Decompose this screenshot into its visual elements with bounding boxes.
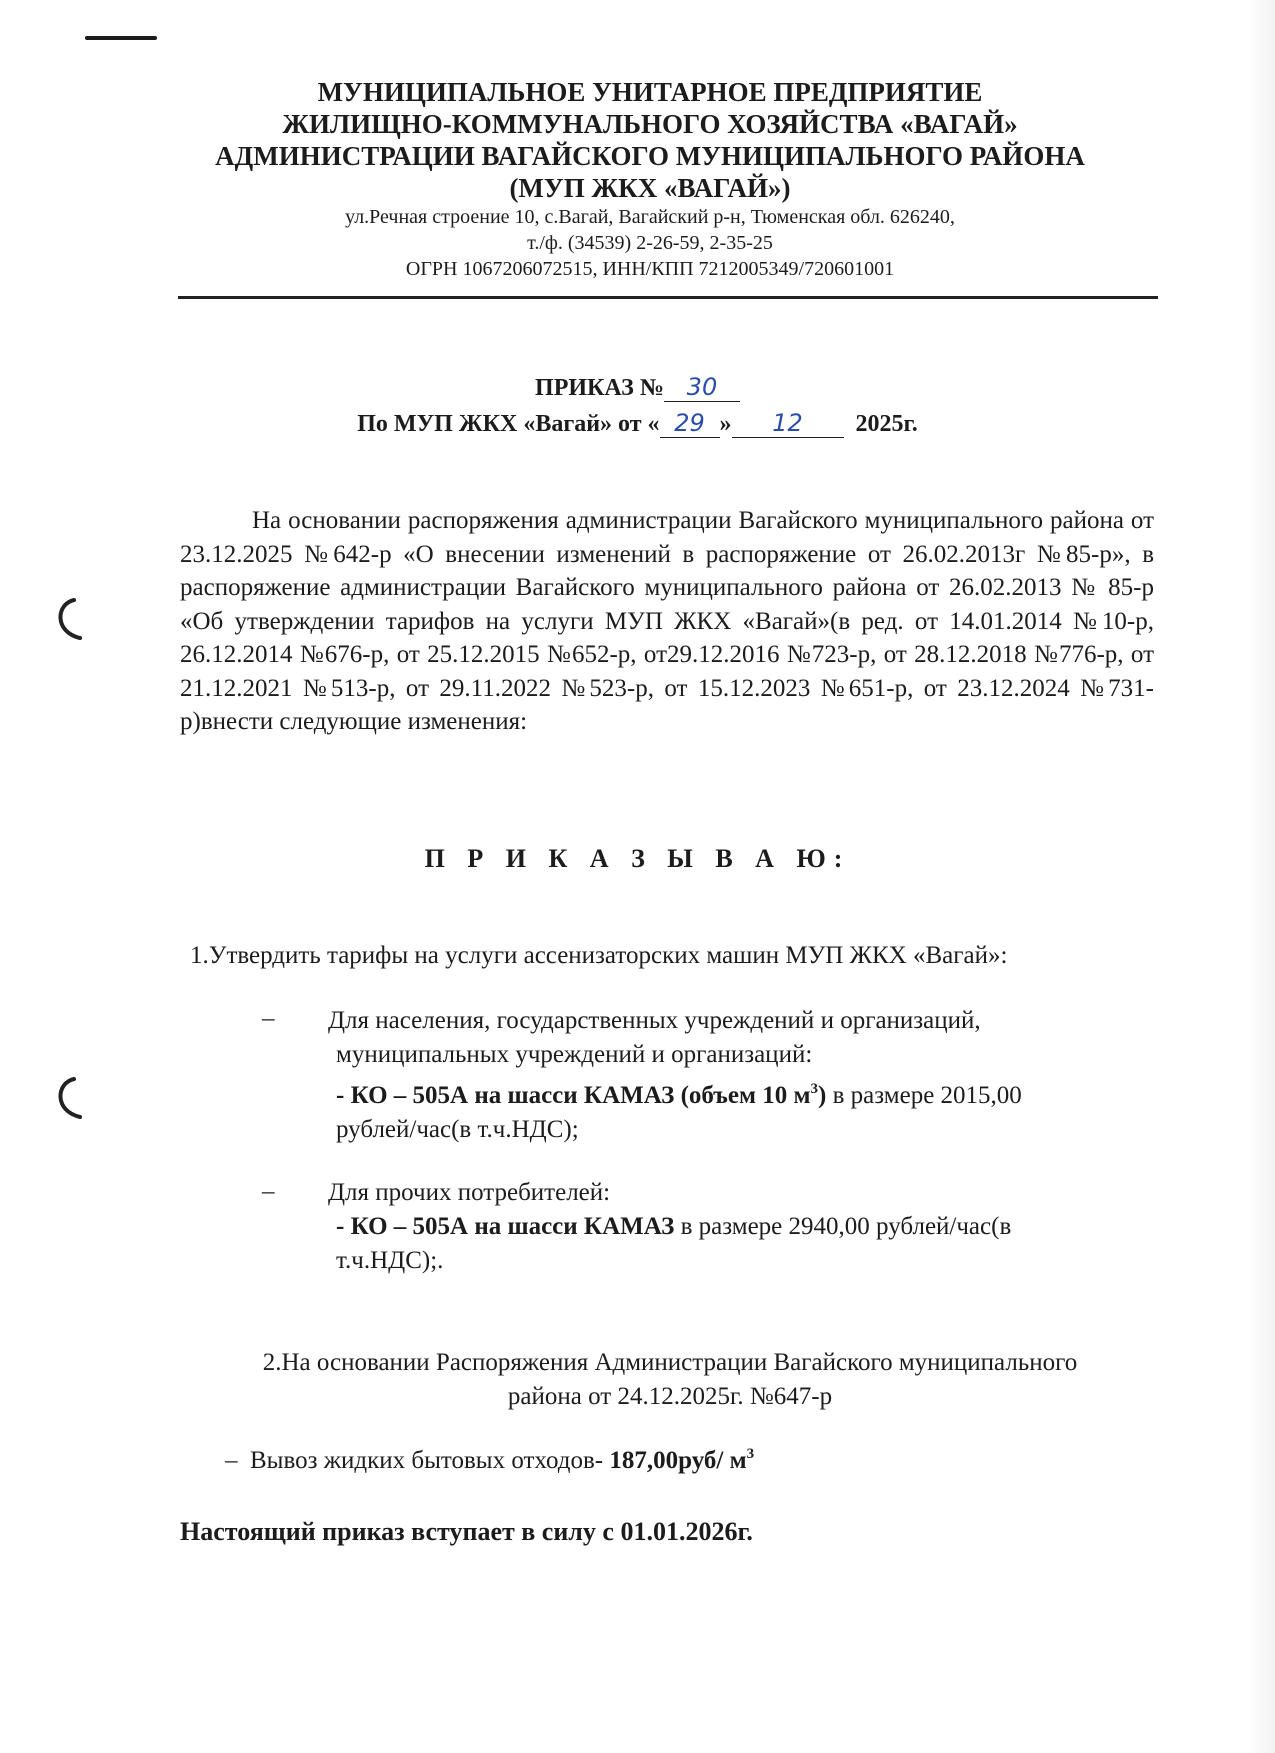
org-short-name: (МУП ЖКХ «ВАГАЙ») [509, 173, 791, 203]
org-registry: ОГРН 1067206072515, ИНН/КПП 7212005349/720601001 [405, 258, 895, 280]
item-2-line: 2.На основании Распоряжения Администрации Вагайского муниципального [262, 1349, 1078, 1376]
consumer-group: муниципальных учреждений и организаций: [336, 1041, 813, 1068]
org-name-line: МУНИЦИПАЛЬНОЕ УНИТАРНОЕ ПРЕДПРИЯТИЕ [317, 77, 983, 107]
waste-service: Вывоз жидких бытовых отходов- [250, 1447, 610, 1474]
order-quote: » [719, 411, 732, 437]
item-1-text: 1.Утвердить тарифы на услуги ассенизаторских машин МУП ЖКХ «Вагай»: [190, 942, 1008, 969]
tariff-line [328, 1072, 1158, 1113]
consumer-group: Для прочих потребителей: [328, 1179, 611, 1206]
scan-edge-shadow [1247, 0, 1275, 1753]
org-name-line: АДМИНИСТРАЦИИ ВАГАЙСКОГО МУНИЦИПАЛЬНОГО РАЙОНА [215, 141, 1085, 171]
header-divider [178, 296, 1158, 299]
order-title [0, 370, 1275, 406]
bullet-dash: – [262, 1005, 275, 1032]
tariff-line [328, 1210, 1158, 1244]
waste-price: 187,00руб/ м [609, 1447, 747, 1474]
tariff-bullet-other [328, 1176, 1158, 1278]
vehicle-model-close: ) [818, 1082, 827, 1109]
order-month-field [732, 410, 844, 438]
vehicle-model: - КО – 505А на шасси КАМАЗ (объем 10 м [336, 1082, 811, 1109]
consumer-group: Для населения, государственных учреждений и организаций, [328, 1007, 981, 1034]
tariff-price: в размере 2940,00 рублей/час(в [674, 1213, 1012, 1240]
decree-heading: П Р И К А З Ы В А Ю: [424, 844, 851, 873]
tariff-bullet-population [328, 1004, 1158, 1147]
tariff-price-unit: рублей/час(в т.ч.НДС); [336, 1116, 579, 1143]
vehicle-model: - КО – 505А на шасси КАМАЗ [336, 1213, 675, 1240]
bullet-dash: – [262, 1178, 275, 1205]
order-by-label: По МУП ЖКХ «Вагай» от « [357, 411, 660, 437]
waste-tariff [225, 1446, 754, 1475]
order-day: 29 [674, 409, 705, 437]
punch-hole-icon [50, 1075, 86, 1121]
preamble-text: На основании распоряжения администрации Вагайского муниципального района от 23.12.2025 №642-р «О внесении изменений в распоряжение от 26.02.2013г №85-р», в распоряжение администрации Вагайского муниципального района от 26.02.2013 № 85-р «Об утверждении тарифов на услуги МУП ЖКХ «Вагай»(в ред. от 14.01.2014 №10-р, 26.12.2014 №676-р, от 25.12.2015 №652-р, от29.12.2016 №723-р, от 28.12.2018 №776-р, от 21.12.2021 №513-р, от 29.11.2022 №523-р, от 15.12.2023 №651-р, от 23.12.2024 №731-р)внести следующие изменения: [180, 507, 1154, 735]
order-day-field [660, 410, 720, 438]
letterhead [150, 76, 1150, 282]
punch-hole-icon [50, 596, 86, 642]
item-2 [180, 1346, 1160, 1414]
order-number-field [664, 374, 740, 402]
preamble [180, 504, 1154, 739]
order-month: 12 [772, 409, 803, 437]
effective-date: Настоящий приказ вступает в силу с 01.01.2026г. [180, 1517, 753, 1546]
order-title-label: ПРИКАЗ № [535, 375, 664, 401]
tariff-price-unit: т.ч.НДС);. [336, 1247, 444, 1274]
bullet-dash: – [225, 1447, 238, 1474]
org-name-line: ЖИЛИЩНО-КОММУНАЛЬНОГО ХОЗЯЙСТВА «ВАГАЙ» [282, 109, 1018, 139]
unit-superscript: 3 [810, 1081, 819, 1097]
unit-superscript: 3 [746, 1446, 755, 1462]
tariff-price: в размере 2015,00 [826, 1082, 1022, 1109]
order-number: 30 [686, 373, 718, 401]
org-address: ул.Речная строение 10, с.Вагай, Вагайский р-н, Тюменская обл. 626240, [345, 206, 955, 228]
order-title-block [0, 370, 1275, 442]
order-date-line [0, 406, 1275, 442]
item-2-line: района от 24.12.2025г. №647-р [507, 1383, 833, 1410]
order-year: 2025г. [855, 411, 918, 437]
org-phone: т./ф. (34539) 2-26-59, 2-35-25 [527, 232, 773, 254]
scan-mark [85, 36, 157, 40]
